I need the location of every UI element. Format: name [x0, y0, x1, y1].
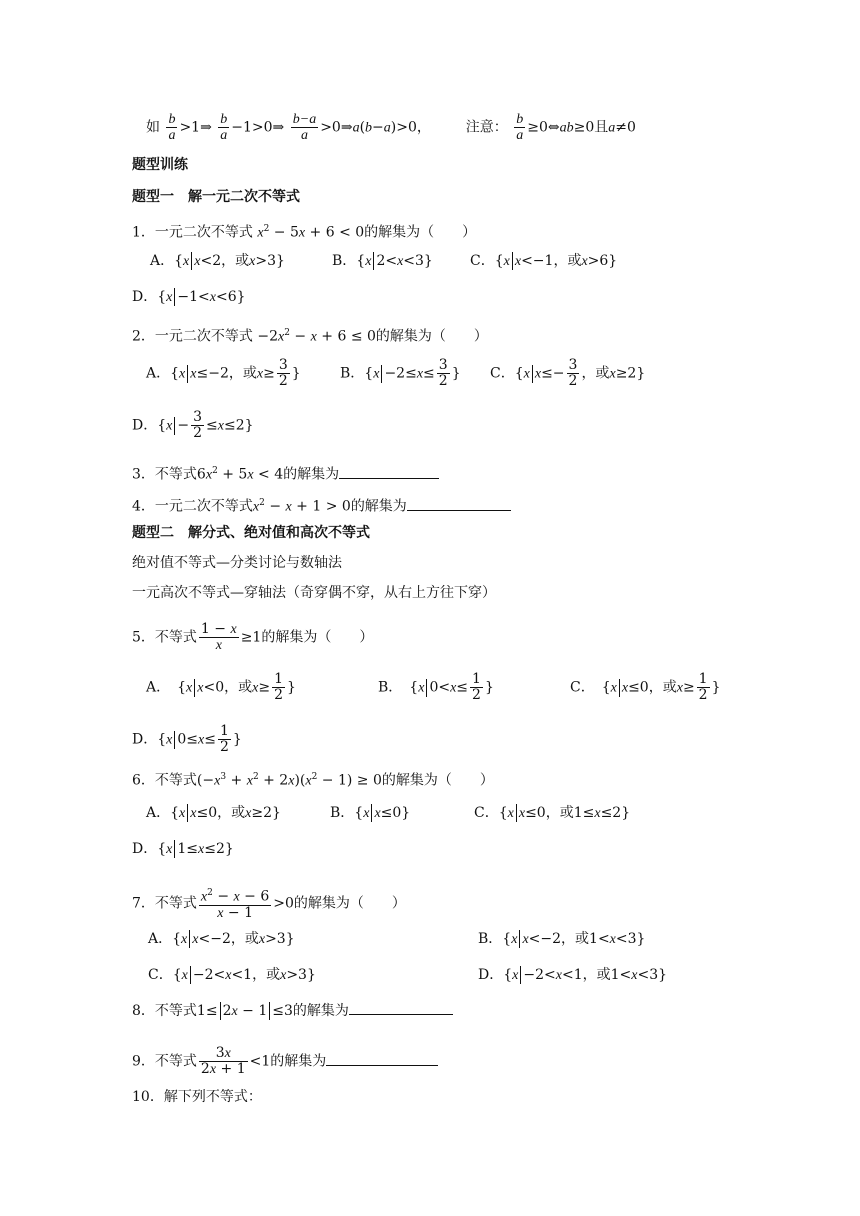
- q5-option-b: B． {x 0<x≤ $\frac{1}{2}$ }: [378, 671, 494, 703]
- question-6: 6．不等式$(-x^3 + x^2 + 2x)(x^2 - 1) \ge 0$的解集为（ ）: [132, 772, 494, 789]
- question-3: 3．不等式$6x^2 + 5x < 4$的解集为: [132, 462, 439, 485]
- q1-option-a: A．{x x<2，或x>3}: [150, 253, 285, 269]
- q2-option-c: C．{x x≤− $\frac{3}{2}$ ，或x≥2}: [490, 357, 646, 389]
- q1-option-d: D．{x −1<x<6}: [132, 289, 246, 305]
- type2-note-2: 一元高次不等式—穿轴法（奇穿偶不穿，从右上方往下穿）: [132, 585, 496, 601]
- q6-option-b: B．{x x≤0}: [330, 805, 411, 821]
- answer-blank[interactable]: [326, 1064, 438, 1066]
- question-4: 4．一元二次不等式$x^2 - x + 1 > 0$的解集为: [132, 494, 511, 517]
- answer-blank[interactable]: [349, 1013, 453, 1015]
- fraction: $\frac{b-a}{a}$: [292, 112, 317, 143]
- fraction: $\frac{b}{a}$: [220, 112, 228, 143]
- fraction: $\frac{b}{a}$: [168, 112, 176, 143]
- q5-option-a: A． {x x<0，或x≥ $\frac{1}{2}$ }: [146, 671, 296, 703]
- question-2: 2．一元二次不等式 $-2x^2 - x + 6 \le 0$的解集为（ ）: [132, 328, 488, 345]
- type2-note-1: 绝对值不等式—分类讨论与数轴法: [132, 555, 342, 571]
- q2-option-a: A．{x x≤−2，或x≥ $\frac{3}{2}$ }: [146, 357, 301, 389]
- q5-option-c: C． {x x≤0，或x≥ $\frac{1}{2}$ }: [570, 671, 721, 703]
- q7-option-c: C．{x −2<x<1，或x>3}: [148, 967, 316, 983]
- note-label: 注意：: [465, 119, 508, 136]
- q5-option-d: D．{x 0≤x≤ $\frac{1}{2}$ }: [132, 723, 242, 755]
- question-9: 9．不等式 $\frac{3x}{2x + 1}$ <1的解集为: [132, 1046, 438, 1077]
- q1-option-b: B．{x 2<x<3}: [332, 253, 433, 269]
- q6-option-c: C．{x x≤0，或1≤x≤2}: [474, 805, 631, 821]
- fraction: $\frac{b}{a}$: [516, 112, 524, 143]
- q7-option-a: A．{x x<−2，或x>3}: [148, 931, 295, 947]
- q6-option-a: A．{x x≤0，或x≥2}: [146, 805, 281, 821]
- top-formula-line: 如 $\frac{b}{a}$ >1⇒ $\frac{b}{a}$ −1>0⇒ $\frac{b-a}{a}$ >0⇒a(b−a)>0， 注意： $\frac{b}{a}$ ≥0⇔ab≥0且a≠0: [146, 112, 636, 143]
- question-1: 1．一元二次不等式 $x^2 - 5x + 6 < 0$的解集为（ ）: [132, 224, 477, 241]
- question-10: 10．解下列不等式：: [132, 1089, 262, 1105]
- answer-blank[interactable]: [339, 477, 439, 479]
- q6-option-d: D．{x 1≤x≤2}: [132, 841, 234, 857]
- section-title: 题型训练: [132, 157, 188, 173]
- type2-title: 题型二 解分式、绝对值和高次不等式: [132, 525, 370, 541]
- q7-option-d: D．{x −2<x<1，或1<x<3}: [478, 967, 668, 983]
- q2-option-b: B．{x −2≤x≤ $\frac{3}{2}$ }: [340, 357, 461, 389]
- q7-option-b: B．{x x<−2，或1<x<3}: [478, 931, 646, 947]
- prefix-text: 如: [146, 119, 160, 136]
- answer-blank[interactable]: [407, 509, 511, 511]
- question-8: 8．不等式1≤ 2x − 1 ≤3的解集为: [132, 1002, 453, 1021]
- question-7: 7．不等式 $\frac{x^2 - x - 6}{x - 1}$ >0的解集为（ ）: [132, 888, 406, 921]
- question-5: 5．不等式 $\frac{1 - x}{x}$ ≥1的解集为（ ）: [132, 621, 374, 653]
- q1-option-c: C．{x x<−1，或x>6}: [470, 253, 618, 269]
- q2-option-d: D．{x − $\frac{3}{2}$ ≤x≤2}: [132, 409, 254, 441]
- type1-title: 题型一 解一元二次不等式: [132, 189, 300, 205]
